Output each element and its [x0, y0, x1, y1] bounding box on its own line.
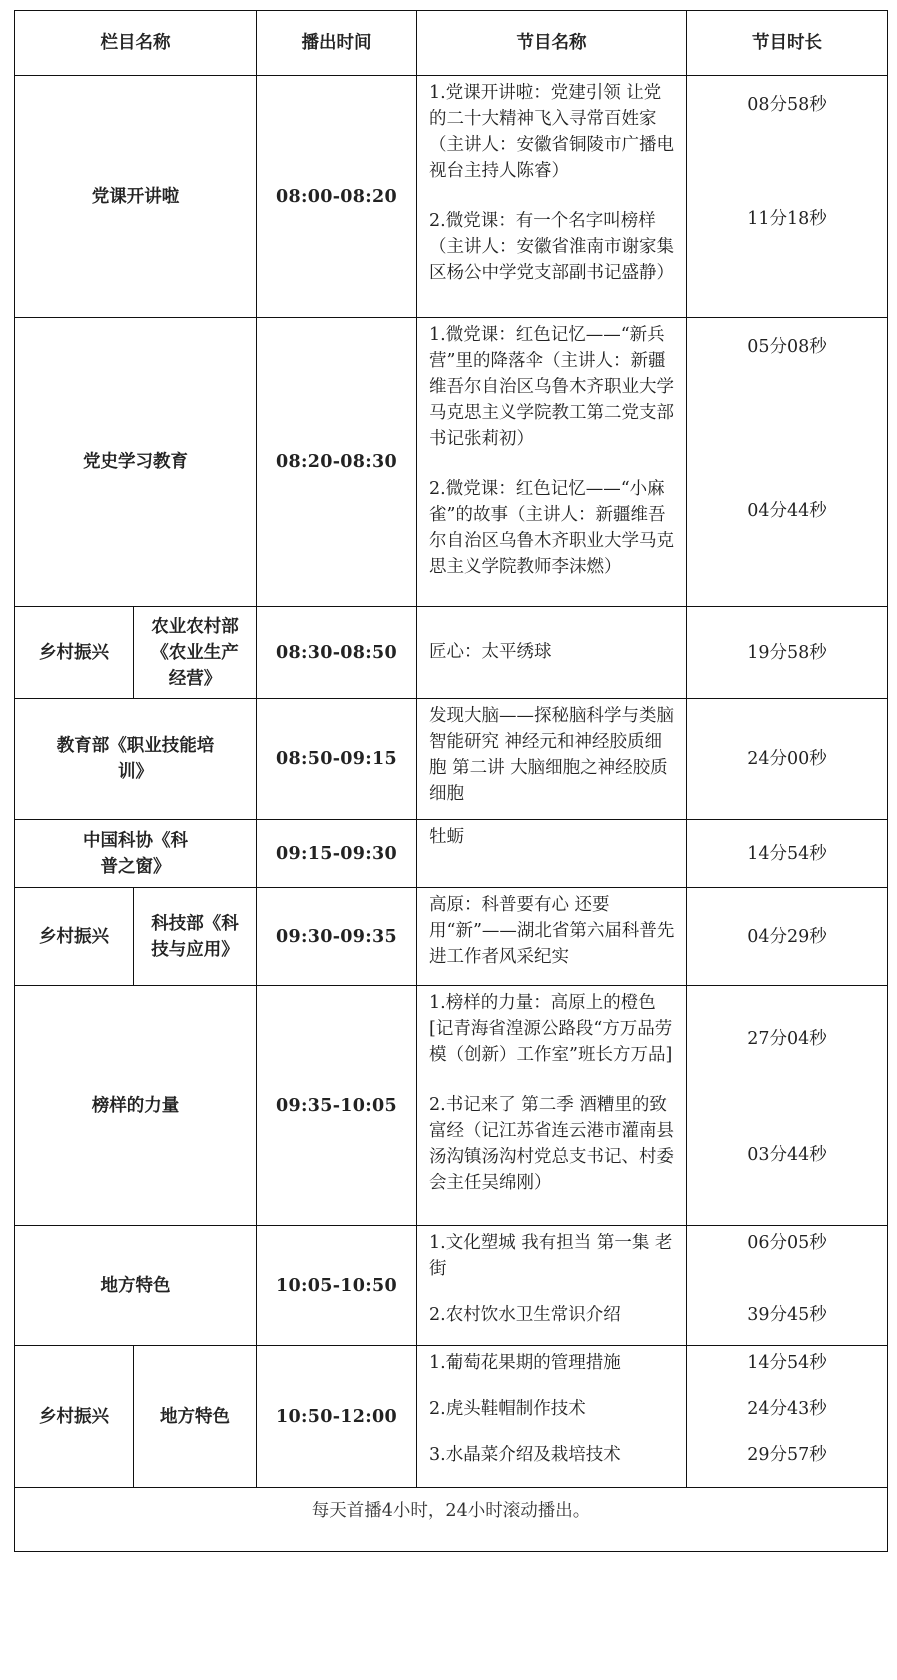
duration-item: 19分58秒	[747, 642, 827, 663]
air-time: 09:30-09:35	[257, 888, 417, 986]
program-item: 2.微党课：有一个名字叫榜样（主讲人：安徽省淮南市谢家集区杨公中学党支部副书记盛静）	[429, 211, 674, 283]
air-time: 08:50-09:15	[257, 699, 417, 820]
program-cell	[417, 699, 687, 820]
program-item: 1.文化塑城 我有担当 第一集 老街	[429, 1233, 673, 1279]
duration-item: 05分08秒	[747, 337, 827, 357]
duration-cell	[687, 1226, 888, 1346]
program-item: 牡蛎	[429, 827, 464, 847]
column-name: 教育部《职业技能培训》	[15, 699, 257, 820]
program-cell	[417, 76, 687, 318]
header-row	[15, 11, 888, 76]
program-cell	[417, 888, 687, 986]
program-cell	[417, 1226, 687, 1346]
program-item: 2.书记来了 第二季 酒糟里的致富经（记江苏省连云港市灌南县汤沟镇汤沟村党总支书记、村委会主任吴绵刚）	[429, 1095, 674, 1193]
table-row	[15, 76, 888, 318]
header-duration: 节目时长	[687, 11, 888, 76]
table-row	[15, 1226, 888, 1346]
program-item: 匠心：太平绣球	[429, 641, 552, 662]
program-cell	[417, 1346, 687, 1488]
duration-cell	[687, 76, 888, 318]
duration-cell	[687, 318, 888, 607]
column-name: 乡村振兴	[15, 1346, 134, 1488]
sub-column-name: 地方特色	[134, 1346, 257, 1488]
duration-cell	[687, 986, 888, 1226]
schedule-table	[14, 10, 888, 1552]
air-time: 08:20-08:30	[257, 318, 417, 607]
column-name: 乡村振兴	[15, 888, 134, 986]
footer-row	[15, 1488, 888, 1552]
table-row	[15, 699, 888, 820]
column-name: 榜样的力量	[15, 986, 257, 1226]
air-time: 09:15-09:30	[257, 820, 417, 888]
footer-note: 每天首播4小时，24小时滚动播出。	[15, 1488, 888, 1552]
duration-item: 39分45秒	[747, 1305, 827, 1325]
column-name: 地方特色	[15, 1226, 257, 1346]
duration-item: 03分44秒	[747, 1145, 827, 1165]
duration-item: 14分54秒	[747, 843, 827, 864]
duration-cell	[687, 699, 888, 820]
air-time: 09:35-10:05	[257, 986, 417, 1226]
duration-item: 14分54秒	[747, 1353, 827, 1373]
sub-column-name: 农业农村部《农业生产经营》	[134, 607, 257, 699]
program-cell	[417, 986, 687, 1226]
duration-item: 04分44秒	[747, 501, 827, 521]
program-item: 3.水晶菜介绍及栽培技术	[429, 1445, 621, 1465]
header-time: 播出时间	[257, 11, 417, 76]
program-item: 1.葡萄花果期的管理措施	[429, 1353, 621, 1373]
duration-item: 06分05秒	[747, 1233, 827, 1253]
program-item: 2.虎头鞋帽制作技术	[429, 1399, 586, 1419]
table-row	[15, 986, 888, 1226]
column-name: 党史学习教育	[15, 318, 257, 607]
column-name: 乡村振兴	[15, 607, 134, 699]
table-row	[15, 1346, 888, 1488]
header-program: 节目名称	[417, 11, 687, 76]
program-item: 1.党课开讲啦：党建引领 让党的二十大精神飞入寻常百姓家（主讲人：安徽省铜陵市广播电视台主持人陈睿）	[429, 83, 674, 181]
duration-item: 11分18秒	[747, 209, 827, 229]
table-row	[15, 820, 888, 888]
duration-item: 29分57秒	[747, 1445, 827, 1465]
table-row	[15, 607, 888, 699]
duration-item: 08分58秒	[747, 95, 827, 115]
duration-item: 27分04秒	[747, 1029, 827, 1049]
duration-item: 24分00秒	[747, 749, 827, 769]
air-time: 10:05-10:50	[257, 1226, 417, 1346]
program-cell	[417, 318, 687, 607]
program-item: 发现大脑——探秘脑科学与类脑智能研究 神经元和神经胶质细胞 第二讲 大脑细胞之神经胶质细胞	[429, 706, 674, 804]
duration-cell	[687, 1346, 888, 1488]
column-name: 党课开讲啦	[15, 76, 257, 318]
duration-item: 04分29秒	[747, 926, 827, 947]
program-item: 高原：科普要有心 还要用“新”——湖北省第六届科普先进工作者风采纪实	[429, 895, 675, 967]
program-cell	[417, 820, 687, 888]
sub-column-name: 科技部《科技与应用》	[134, 888, 257, 986]
air-time: 08:30-08:50	[257, 607, 417, 699]
program-item: 1.榜样的力量：高原上的橙色[记青海省湟源公路段“方万品劳模（创新）工作室”班长方万品]	[429, 993, 673, 1065]
program-item: 2.微党课：红色记忆——“小麻雀”的故事（主讲人：新疆维吾尔自治区乌鲁木齐职业大学马克思主义学院教师李沫燃）	[429, 479, 674, 577]
air-time: 08:00-08:20	[257, 76, 417, 318]
program-cell	[417, 607, 687, 699]
column-name: 中国科协《科普之窗》	[15, 820, 257, 888]
duration-item: 24分43秒	[747, 1399, 827, 1419]
duration-cell	[687, 820, 888, 888]
program-item: 2.农村饮水卫生常识介绍	[429, 1305, 621, 1325]
program-item: 1.微党课：红色记忆——“新兵营”里的降落伞（主讲人：新疆维吾尔自治区乌鲁木齐职业大学马克思主义学院教工第二党支部书记张莉初）	[429, 325, 674, 449]
air-time: 10:50-12:00	[257, 1346, 417, 1488]
duration-cell	[687, 888, 888, 986]
header-column: 栏目名称	[15, 11, 257, 76]
table-row	[15, 888, 888, 986]
table-row	[15, 318, 888, 607]
duration-cell	[687, 607, 888, 699]
